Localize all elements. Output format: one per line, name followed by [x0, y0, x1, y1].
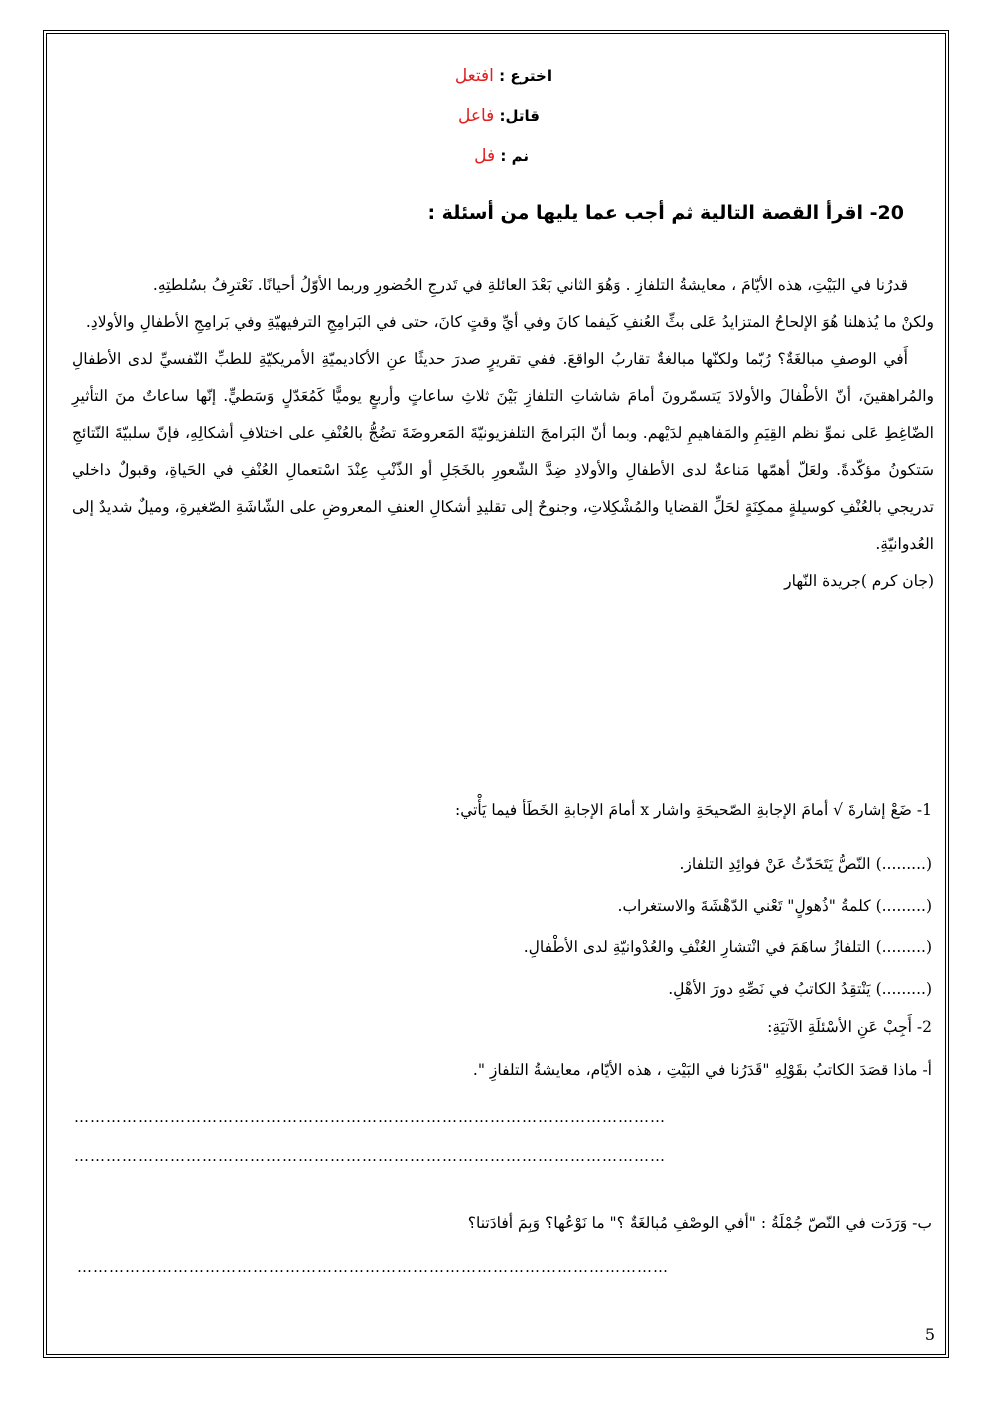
word-pattern: فاعل	[457, 106, 495, 126]
word-pattern: فل	[474, 146, 496, 166]
colon: :	[494, 107, 506, 125]
word: اخترع	[510, 67, 552, 85]
answer-blank[interactable]: (.........)	[875, 938, 932, 956]
exercise-2-instruction: 2- أَجِبْ عَنِ الأسْئلَةِ الآتيَةِ:	[767, 1018, 932, 1036]
question-instruction: اقرأ القصة التالية ثم أجب عما يليها من أسئلة :	[427, 202, 864, 224]
word: قاتل	[505, 107, 540, 125]
exercise-2-question-b: ب- وَرَدَت في النّصّ جُمْلَةُ : "أفي الوصْفِ مُبالغَةٌ ؟" ما نَوْعُها؟ وَبِمَ أفادَتنا؟	[467, 1214, 932, 1232]
colon: :	[495, 147, 507, 165]
exercise-2-question-a: أ- ماذا قصَدَ الكاتبُ بقَوْلِهِ "قَدَرُنا في البَيْتِ ، هذه الأيّام، معايشةُ التلفازِ ".	[472, 1061, 932, 1079]
story-paragraph-3: أَفي الوصفِ مبالغَةٌ؟ رُبّما ولكنّها مبالغةٌ تقاربُ الواقعَ. ففي تقريرٍ صدرَ حديثًا عنِ الأكاديميّةِ الأمريكيّةِ للطبِّ النّفسيِّ لدى الأطفالِ والمُراهقينَ، أنّ الأطْفالَ والأولادَ يَتسمّرونَ أمامَ شاشاتِ التلفازِ بَيْنَ ثلاثِ ساعاتٍ وأربعٍ يوميًّا كَمُعَدّلٍ وَسَطيٍّ. إنّها ساعاتٌ منَ التأثيرِ الضّاغِطِ عَلى نموِّ نظم القِيَمِ والمَفاهيمِ لدَيْهم. وبما أنّ البَرامجَ التلفزيونيّةَ المَعروضَةَ تضُجُّ بالعُنْفِ على اختلافِ أشكالِهِ، فإنّ سلبيّةَ النّتائجِ سَتكونُ مؤكّدةً. ولعَلّ أهمّها مَناعةٌ لدى الأطفالِ والأولادِ ضِدَّ الشّعورِ بالخَجَلِ أو الذّنْبِ عِنْدَ اسْتعمالِ العُنْفِ في الحَياةِ، وقبولٌ داخلي تدريجي بالعُنْفِ كوسيلةٍ ممكِنَةٍ لحَلِّ القضايا والمُشْكِلاتِ، وجنوحٌ إلى تقليدِ أشكالِ العنفِ المعروضِ على الشّاشَةِ الصّغيرةِ، وميلٌ شديدٌ إلى العُدوانيّةِ.	[72, 350, 934, 553]
exercise-1-item	[300, 980, 932, 998]
colon: :	[493, 67, 506, 85]
exercise-1-instruction: 1- ضَعْ إشارةَ √ أمامَ الإجابةِ الصّحيحَةِ واشار x أمامَ الإجابةِ الخَطَأ فيما يَأْتي:	[454, 801, 932, 819]
word-pattern-row-1	[300, 66, 552, 86]
answer-blank[interactable]: (.........)	[875, 897, 932, 915]
answer-line[interactable]: …………………………………………………………………………………………………	[74, 1108, 666, 1126]
word-pattern-row-2	[300, 106, 540, 126]
answer-line[interactable]: …………………………………………………………………………………………………	[74, 1147, 666, 1165]
statement: التلفازُ ساهَمَ في انْتشارِ العُنْفِ والعُدْوانيّةِ لدى الأطْفالِ.	[523, 938, 871, 956]
story-source: (جان كرم )جريدة النّهار	[784, 572, 934, 590]
answer-blank[interactable]: (.........)	[875, 980, 932, 998]
question-number: 20-	[869, 202, 904, 224]
story-text	[72, 267, 934, 600]
question-20-heading	[300, 202, 904, 224]
word-pattern: افتعل	[454, 66, 494, 86]
exercise-1-item	[300, 855, 932, 873]
statement: كلمةُ "ذُهولٍ" تَعْني الدّهْشَةَ والاستغراب.	[617, 897, 871, 915]
page-number: 5	[924, 1325, 936, 1344]
word: نم	[511, 147, 529, 165]
answer-line[interactable]: …………………………………………………………………………………………………	[77, 1258, 669, 1276]
answer-blank[interactable]: (.........)	[875, 855, 932, 873]
exercise-1-item	[300, 938, 932, 956]
statement: يَنْتقِدُ الكاتبُ في نَصِّهِ دورَ الأهْلِ.	[668, 980, 871, 998]
statement: النّصُّ يَتَحَدّثُ عَنْ فوائِدِ التلفاز.	[679, 855, 871, 873]
story-paragraph-1: قدرُنا في البَيْتِ، هذه الأيّامَ ، معايشةُ التلفازِ . وَهُوَ الثاني بَعْدَ العائلةِ في تَدرجِ الحُضورِ وربما الأوّلُ أحيانًا. نَعْترِفُ بسُلطتِهِ.	[152, 276, 908, 294]
story-paragraph-2: ولكنْ ما يُذهلنا هُوَ الإلحاحُ المتزايدُ عَلى بثِّ العُنفِ كَيفما كانَ وفي أيِّ وقتٍ كانَ، حتى في البَرامِجِ الترفيهيّةِ وفي بَرامِجِ الأطفالِ والأولادِ.	[85, 313, 934, 331]
exercise-1-item	[300, 897, 932, 915]
word-pattern-row-3	[300, 146, 529, 166]
